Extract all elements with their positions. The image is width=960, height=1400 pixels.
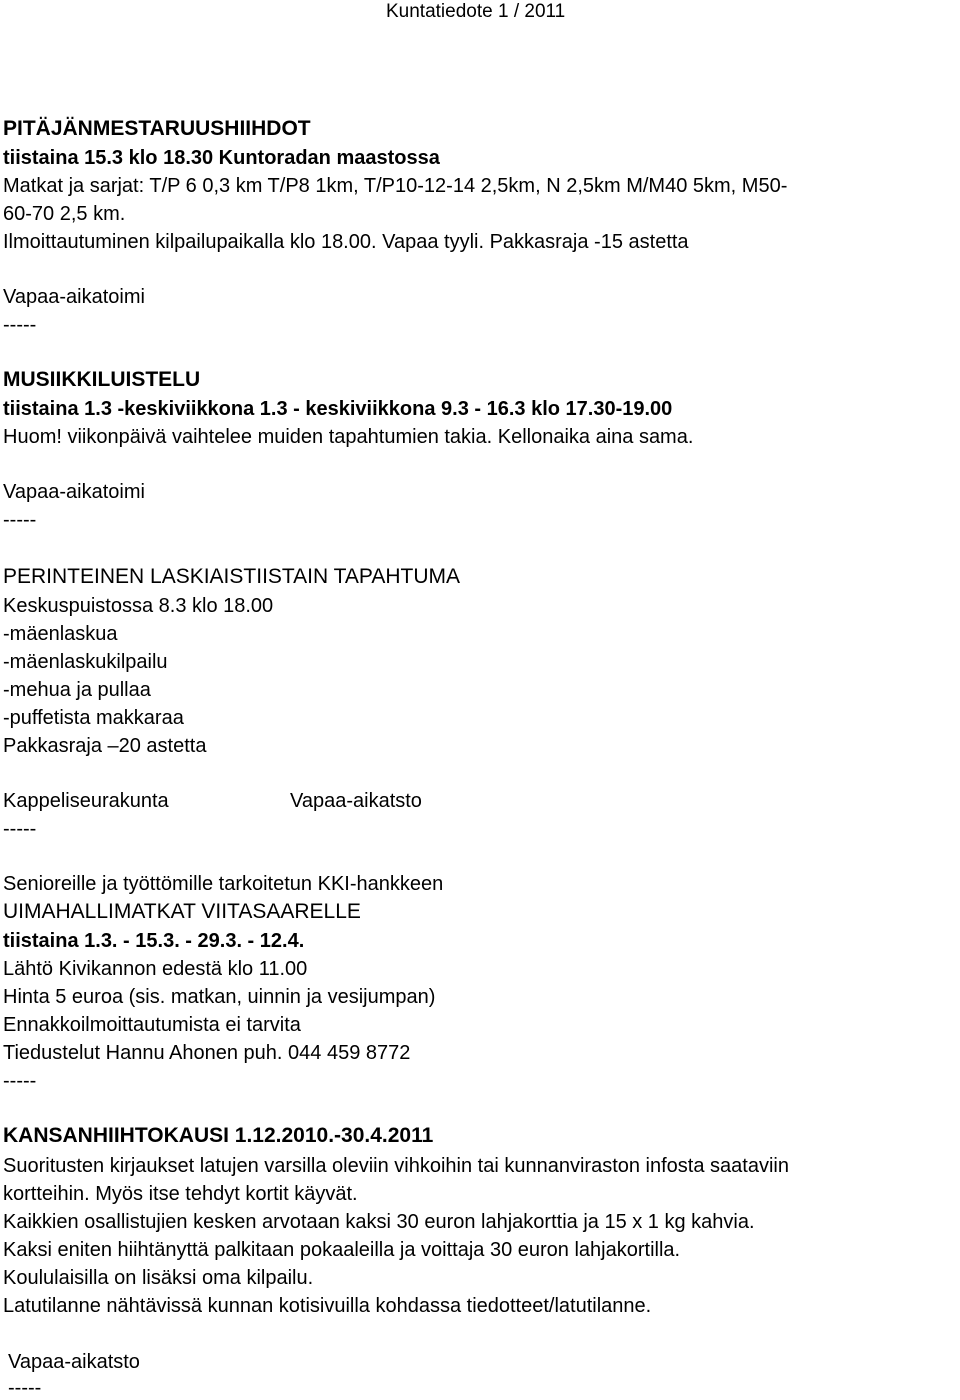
list-item: Keskuspuistossa 8.3 klo 18.00: [3, 595, 274, 617]
body-line: Lähtö Kivikannon edestä klo 11.00: [3, 958, 308, 980]
body-line: Ennakkoilmoittautumista ei tarvita: [3, 1014, 301, 1036]
separator: -----: [8, 1377, 42, 1399]
page-header: Kuntatiedote 1 / 2011: [386, 1, 566, 22]
separator: -----: [3, 314, 37, 336]
body-line: Latutilanne nähtävissä kunnan kotisivuilla kohdassa tiedotteet/latutilanne.: [3, 1295, 652, 1317]
list-item: Pakkasraja –20 astetta: [3, 735, 207, 757]
body-line: Kaikkien osallistujien kesken arvotaan kaksi 30 euron lahjakorttia ja 15 x 1 kg kahvia.: [3, 1211, 755, 1233]
section-title-uimahallimatkat: UIMAHALLIMATKAT VIITASAARELLE: [3, 900, 361, 923]
body-line: Ilmoittautuminen kilpailupaikalla klo 18.00. Vapaa tyyli. Pakkasraja -15 astetta: [3, 231, 689, 253]
list-item: -mehua ja pullaa: [3, 679, 151, 701]
separator: -----: [3, 509, 37, 531]
list-item: -mäenlaskukilpailu: [3, 651, 168, 673]
body-line: 60-70 2,5 km.: [3, 203, 126, 225]
body-line: Tiedustelut Hannu Ahonen puh. 044 459 8772: [3, 1042, 411, 1064]
list-item: -puffetista makkaraa: [3, 707, 184, 729]
section-title-kansanhiihtokausi: KANSANHIIHTOKAUSI 1.12.2010.-30.4.2011: [3, 1124, 434, 1147]
signature: Vapaa-aikatsto: [290, 790, 422, 812]
body-line: Kaksi eniten hiihtänyttä palkitaan pokaaleilla ja voittaja 30 euron lahjakortilla.: [3, 1239, 681, 1261]
body-line: Matkat ja sarjat: T/P 6 0,3 km T/P8 1km, T/P10-12-14 2,5km, N 2,5km M/M40 5km, M50-: [3, 175, 788, 197]
list-item: -mäenlaskua: [3, 623, 118, 645]
section-title-musiikkiluistelu: MUSIIKKILUISTELU: [3, 368, 201, 391]
event-when: tiistaina 1.3 -keskiviikkona 1.3 - keskiviikkona 9.3 - 16.3 klo 17.30-19.00: [3, 398, 673, 420]
separator: -----: [3, 1070, 37, 1092]
signature: Vapaa-aikatoimi: [3, 481, 145, 503]
section-title-pitajanmestaruushiihdot: PITÄJÄNMESTARUUSHIIHDOT: [3, 117, 311, 140]
body-line: Hinta 5 euroa (sis. matkan, uinnin ja vesijumpan): [3, 986, 436, 1008]
event-when: tiistaina 1.3. - 15.3. - 29.3. - 12.4.: [3, 930, 305, 952]
body-line: Koululaisilla on lisäksi oma kilpailu.: [3, 1267, 314, 1289]
body-line: Suoritusten kirjaukset latujen varsilla oleviin vihkoihin tai kunnanviraston infosta saataviin: [3, 1155, 789, 1177]
section-intro: Senioreille ja työttömille tarkoitetun KKI-hankkeen: [3, 873, 444, 895]
section-title-laskiainen: PERINTEINEN LASKIAISTIISTAIN TAPAHTUMA: [3, 565, 461, 588]
signature: Vapaa-aikatsto: [8, 1351, 140, 1373]
signature: Kappeliseurakunta: [3, 790, 169, 812]
signature: Vapaa-aikatoimi: [3, 286, 145, 308]
event-when: tiistaina 15.3 klo 18.30 Kuntoradan maastossa: [3, 147, 440, 169]
body-line: kortteihin. Myös itse tehdyt kortit käyvät.: [3, 1183, 358, 1205]
event-note: Huom! viikonpäivä vaihtelee muiden tapahtumien takia. Kellonaika aina sama.: [3, 426, 694, 448]
separator: -----: [3, 818, 37, 840]
